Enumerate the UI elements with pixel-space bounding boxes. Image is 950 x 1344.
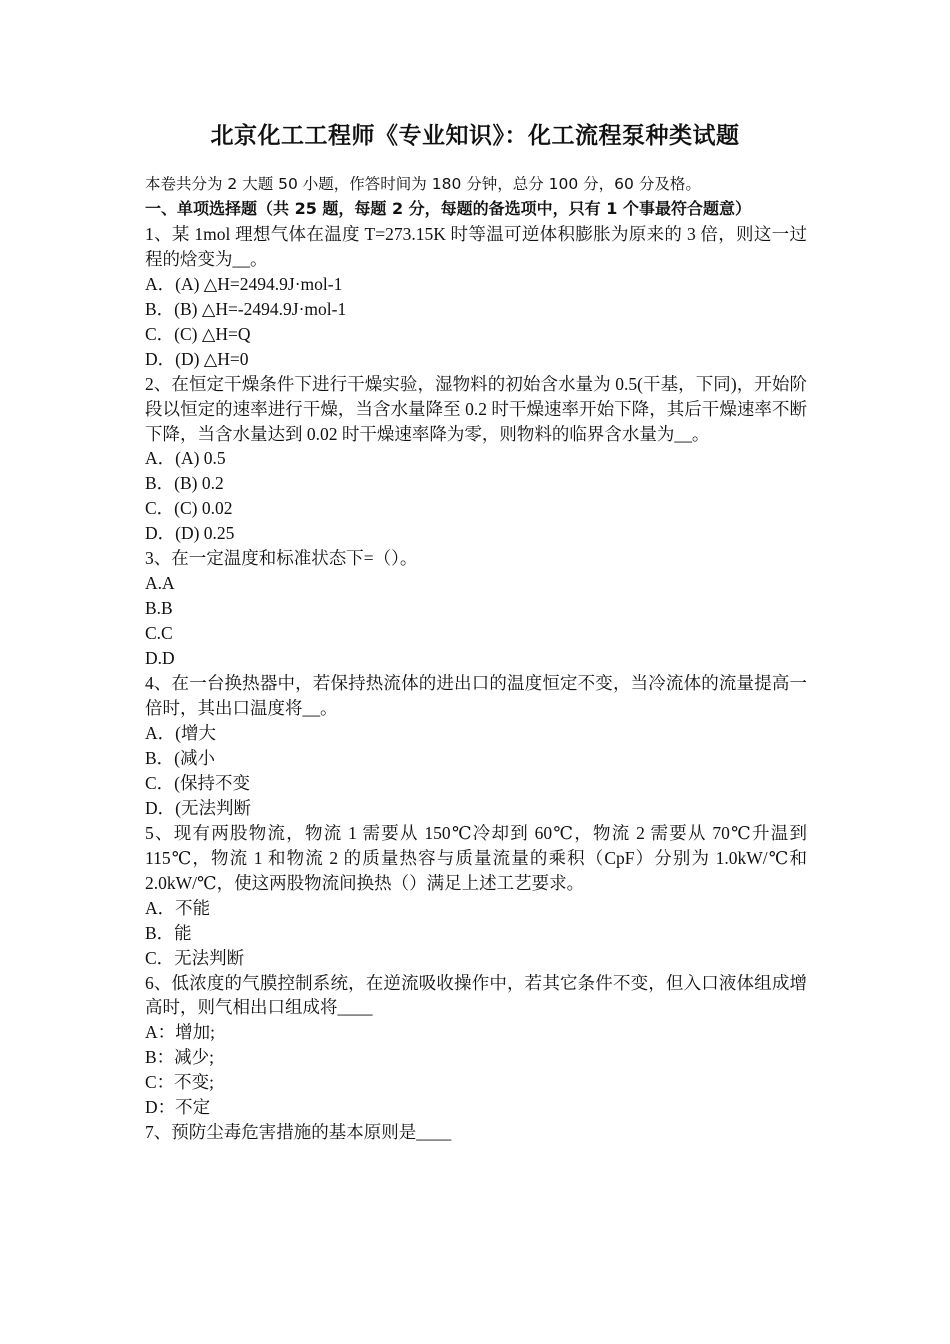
answer-option: C．(保持不变 bbox=[145, 772, 250, 793]
answer-option: C．(C) 0.02 bbox=[145, 498, 233, 519]
answer-option: D．(无法判断 bbox=[145, 797, 251, 818]
answer-option: B．(B) 0.2 bbox=[145, 473, 224, 494]
question-stem: 4、在一台换热器中，若保持热流体的进出口的温度恒定不变，当冷流体的流量提高一倍时，其出口温度将__。 bbox=[145, 673, 807, 719]
answer-option: B．(减小 bbox=[145, 747, 215, 768]
answer-option: A.A bbox=[145, 573, 175, 594]
answer-option: B：减少; bbox=[145, 1047, 215, 1068]
answer-option: A．不能 bbox=[145, 897, 211, 918]
question-block bbox=[145, 546, 807, 671]
question-block bbox=[145, 372, 807, 547]
answer-option: B．能 bbox=[145, 922, 192, 943]
question-stem: 3、在一定温度和标准状态下=（）。 bbox=[145, 548, 418, 569]
section-heading: 一、单项选择题（共 25 题，每题 2 分，每题的备选项中，只有 1 个事最符合题意） bbox=[145, 198, 751, 218]
question-stem: 6、低浓度的气膜控制系统，在逆流吸收操作中，若其它条件不变，但入口液体组成增高时，则气相出口组成将____ bbox=[145, 972, 807, 1018]
question-block bbox=[145, 222, 807, 372]
exam-intro: 本卷共分为 2 大题 50 小题，作答时间为 180 分钟，总分 100 分，60 分及格。 bbox=[145, 175, 701, 193]
question-block bbox=[145, 821, 807, 971]
answer-option: B.B bbox=[145, 598, 173, 619]
question-stem: 5、现有两股物流，物流 1 需要从 150℃冷却到 60℃，物流 2 需要从 70℃升温到 115℃，物流 1 和物流 2 的质量热容与质量流量的乘积（CpF）分别为 1.0kW/℃和 2.0kW/℃，使这两股物流间换热（）满足上述工艺要求。 bbox=[145, 822, 807, 893]
question-block bbox=[145, 971, 807, 1121]
answer-option: D．(D) 0.25 bbox=[145, 523, 235, 544]
answer-option: C．(C) △H=Q bbox=[145, 323, 251, 344]
question-block bbox=[145, 1120, 807, 1145]
answer-option: A．(A) △H=2494.9J·mol-1 bbox=[145, 273, 343, 294]
question-list bbox=[145, 222, 807, 1145]
document-title: 北京化工工程师《专业知识》：化工流程泵种类试题 bbox=[210, 123, 740, 149]
document-body bbox=[145, 172, 807, 1145]
answer-option: D.D bbox=[145, 648, 175, 669]
answer-option: B．(B) △H=-2494.9J·mol-1 bbox=[145, 298, 347, 319]
answer-option: A：增加; bbox=[145, 1022, 215, 1043]
answer-option: A．(增大 bbox=[145, 722, 216, 743]
question-stem: 2、在恒定干燥条件下进行干燥实验，湿物料的初始含水量为 0.5(干基，下同)，开始阶段以恒定的速率进行干燥，当含水量降至 0.2 时干燥速率开始下降，其后干燥速率不断下降，当含水量达到 0.02 时干燥速率降为零，则物料的临界含水量为__。 bbox=[145, 373, 807, 444]
question-block bbox=[145, 671, 807, 821]
answer-option: A．(A) 0.5 bbox=[145, 448, 226, 469]
answer-option: C.C bbox=[145, 623, 173, 644]
answer-option: D：不定 bbox=[145, 1097, 211, 1118]
answer-option: C：不变; bbox=[145, 1072, 215, 1093]
question-stem: 7、预防尘毒危害措施的基本原则是____ bbox=[145, 1122, 452, 1143]
question-stem: 1、某 1mol 理想气体在温度 T=273.15K 时等温可逆体积膨胀为原来的 3 倍，则这一过程的焓变为__。 bbox=[145, 223, 807, 269]
answer-option: C．无法判断 bbox=[145, 947, 245, 968]
answer-option: D．(D) △H=0 bbox=[145, 348, 249, 369]
